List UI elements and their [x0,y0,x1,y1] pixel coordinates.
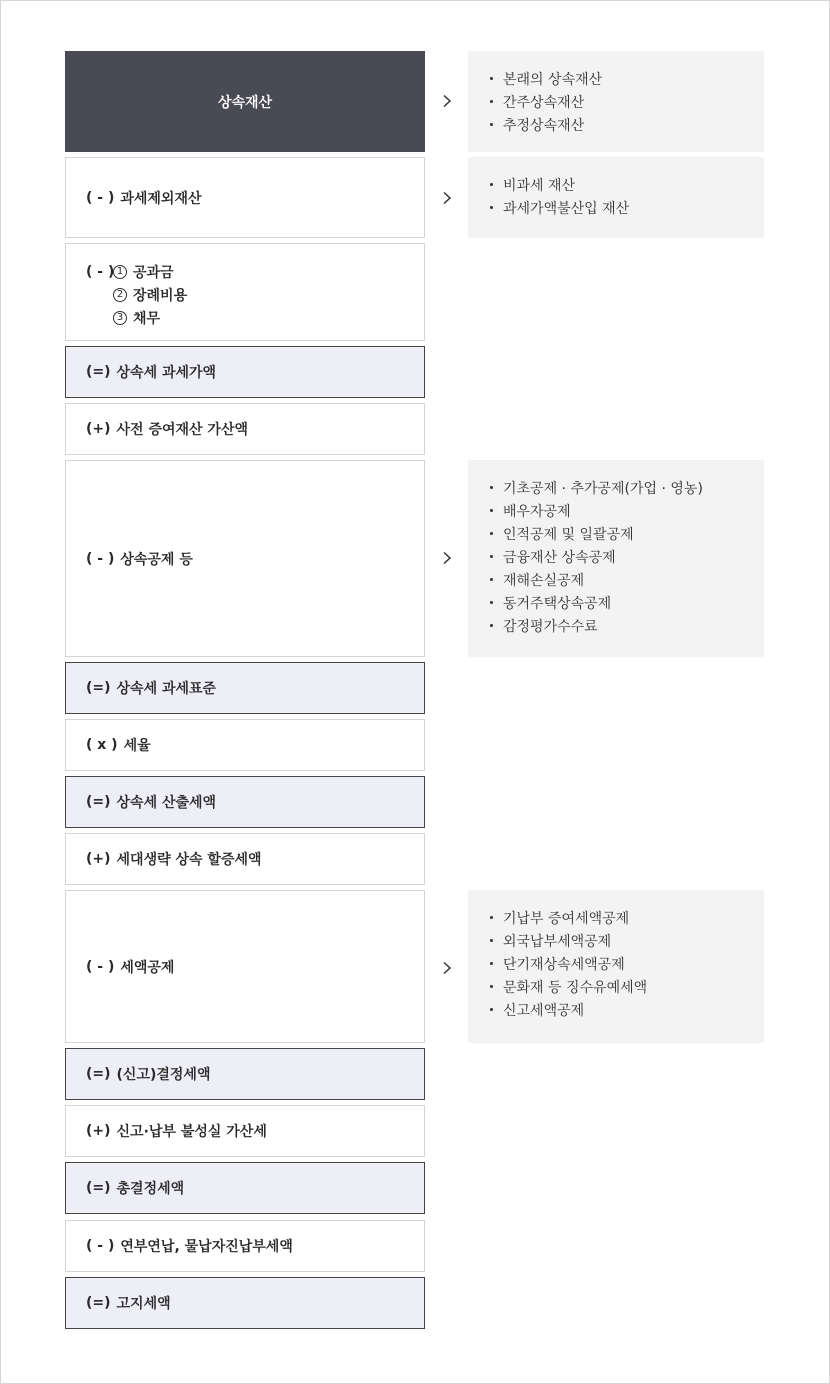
step-label: 상속세 산출세액 [116,795,217,811]
step-prior-gift-addition [65,403,425,455]
detail-item [490,522,764,545]
operator: (=) [86,794,111,810]
detail-item [490,952,764,975]
step-label: 세액공제 [120,959,175,976]
step-label: 상속재산 [217,94,273,111]
bullet-icon [490,985,493,988]
step-taxable-value [65,346,425,398]
detail-item [490,929,764,952]
chevron-right-icon [440,191,454,205]
detail-text: 감정평가수수료 [503,618,598,635]
expense-item [86,306,187,329]
step-inheritance-property [65,51,425,152]
step-label: 상속공제 등 [120,551,193,568]
expense-label: 장례비용 [133,287,188,304]
detail-text: 본래의 상속재산 [503,71,603,88]
bullet-icon [490,916,493,919]
operator: ( x ) [86,737,118,753]
bullet-icon [490,1008,493,1011]
bullet-icon [490,206,493,209]
expense-list [86,260,187,329]
detail-box-deductions [468,460,764,657]
step-label: 상속세 과세표준 [116,681,217,697]
bullet-icon [490,555,493,558]
circled-number: 1 [113,265,127,279]
detail-text: 간주상속재산 [503,94,585,111]
step-label: 총결정세액 [116,1181,185,1197]
detail-box-inheritance-property [468,51,764,152]
operator: (=) [86,364,111,380]
circled-number: 2 [113,288,127,302]
detail-text: 과세가액불산입 재산 [503,200,630,217]
detail-text: 외국납부세액공제 [503,933,612,950]
step-determined-tax [65,1048,425,1100]
step-excluded-property [65,157,425,238]
operator: ( - ) [86,958,115,975]
bullet-icon [490,532,493,535]
detail-text: 배우자공제 [503,503,571,520]
step-generation-skip-surcharge [65,833,425,885]
detail-text: 금융재산 상속공제 [503,549,616,566]
chevron-right-icon [440,551,454,565]
detail-text: 기초공제 · 추가공제(가업 · 영농) [503,480,703,497]
detail-text: 추정상속재산 [503,117,585,134]
bullet-icon [490,601,493,604]
operator: ( - ) [86,550,115,567]
step-label: 과세제외재산 [120,190,202,207]
step-installment-payment [65,1220,425,1272]
step-tax-credits [65,890,425,1043]
expense-label: 공과금 [133,264,174,281]
step-deductible-expenses [65,243,425,341]
step-inheritance-deductions [65,460,425,657]
detail-text: 신고세액공제 [503,1002,585,1019]
bullet-icon [490,183,493,186]
detail-item [490,113,764,136]
operator: (=) [86,1295,111,1311]
step-label: 고지세액 [116,1296,171,1312]
detail-text: 기납부 증여세액공제 [503,910,630,927]
step-label: 상속세 과세가액 [116,365,217,381]
step-penalty-tax [65,1105,425,1157]
detail-box-excluded-property [468,157,764,238]
detail-text: 동거주택상속공제 [503,595,612,612]
detail-item [490,998,764,1021]
detail-box-tax-credits [468,890,764,1043]
circled-number: 3 [113,311,127,325]
step-label: 세대생략 상속 할증세액 [116,852,262,868]
operator: (+) [86,421,111,437]
expense-item [86,283,187,306]
bullet-icon [490,100,493,103]
step-notified-tax [65,1277,425,1329]
expense-item [86,260,187,283]
bullet-icon [490,509,493,512]
step-tax-base [65,662,425,714]
operator: ( - ) [86,1238,115,1254]
bullet-icon [490,962,493,965]
detail-text: 문화재 등 징수유예세액 [503,979,648,996]
detail-item [490,476,764,499]
step-calculated-tax [65,776,425,828]
detail-item [490,614,764,637]
operator: (+) [86,851,111,867]
operator: ( - ) [86,263,115,280]
detail-item [490,545,764,568]
detail-item [490,975,764,998]
detail-item [490,173,764,196]
step-label: (신고)결정세액 [116,1067,211,1083]
bullet-icon [490,77,493,80]
step-tax-rate [65,719,425,771]
detail-item [490,90,764,113]
bullet-icon [490,939,493,942]
operator: (=) [86,1180,111,1196]
detail-text: 인적공제 및 일괄공제 [503,526,634,543]
operator: ( - ) [86,189,115,206]
step-label: 사전 증여재산 가산액 [116,422,248,438]
step-total-tax [65,1162,425,1214]
operator: (+) [86,1123,111,1139]
step-label: 신고·납부 불성실 가산세 [116,1124,267,1140]
detail-item [490,906,764,929]
detail-text: 재해손실공제 [503,572,585,589]
detail-item [490,568,764,591]
detail-item [490,196,764,219]
chevron-right-icon [440,94,454,108]
detail-item [490,591,764,614]
operator: (=) [86,1066,111,1082]
step-label: 세율 [123,738,151,754]
bullet-icon [490,123,493,126]
step-label: 연부연납, 물납자진납부세액 [120,1239,293,1255]
bullet-icon [490,486,493,489]
detail-text: 단기재상속세액공제 [503,956,625,973]
detail-text: 비과세 재산 [503,177,576,194]
expense-label: 채무 [133,310,161,327]
bullet-icon [490,578,493,581]
detail-item [490,499,764,522]
detail-item [490,67,764,90]
operator: (=) [86,680,111,696]
bullet-icon [490,624,493,627]
chevron-right-icon [440,961,454,975]
